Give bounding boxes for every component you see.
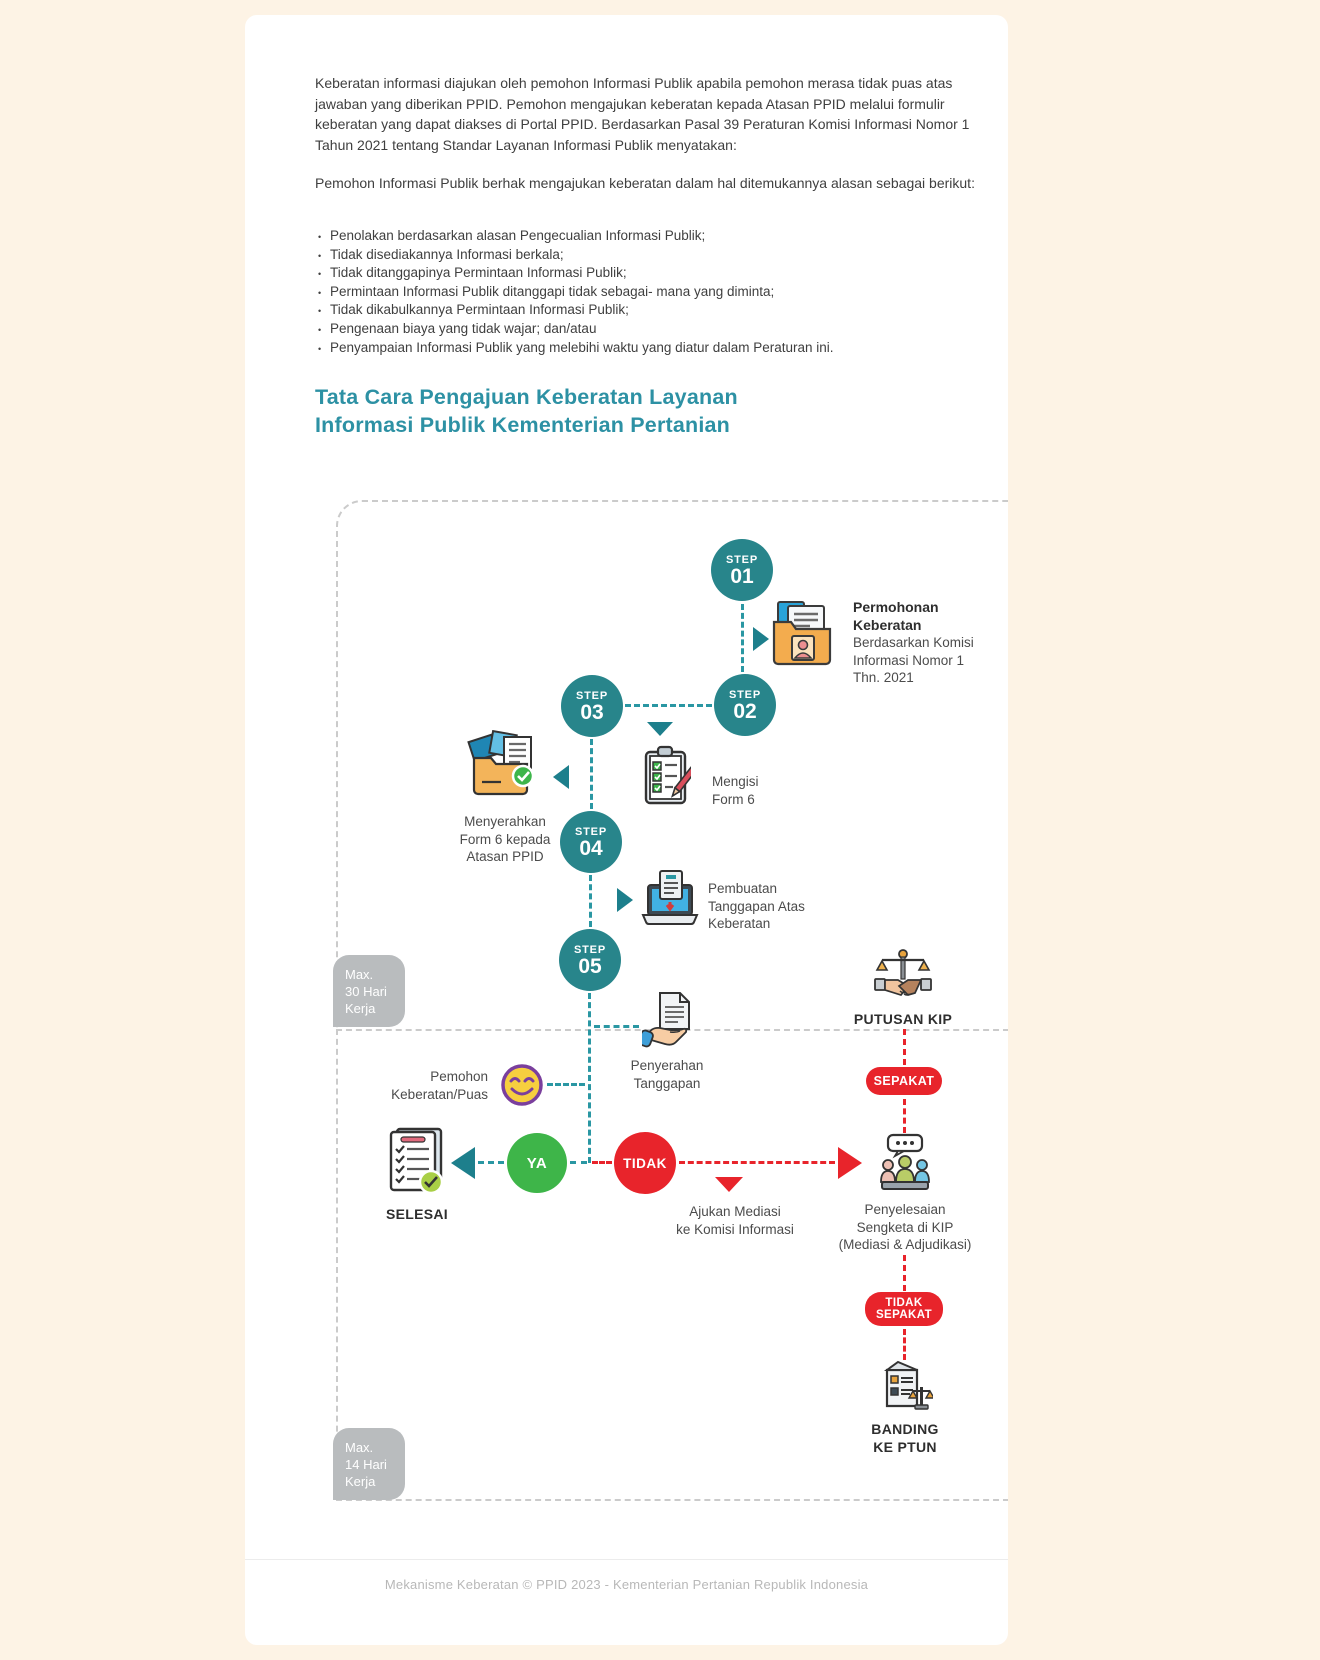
badge-line: 30 Hari — [345, 984, 387, 999]
arrow-left-to-selesai — [451, 1147, 475, 1179]
badge-line: 14 Hari — [345, 1457, 387, 1472]
bullet-item — [316, 246, 996, 265]
step-word: STEP — [726, 553, 758, 566]
bullet-text: Tidak ditanggapinya Permintaan Informasi Publik; — [330, 265, 627, 281]
connector-step3-step2 — [625, 704, 712, 707]
label-line: Form 6 — [712, 791, 755, 807]
step-02-badge — [714, 674, 776, 736]
step-number: 03 — [580, 700, 604, 724]
label-line: ke Komisi Informasi — [676, 1221, 794, 1237]
connector-putusan-sepakat — [903, 1029, 906, 1065]
bullet-text: Tidak dikabulkannya Permintaan Informasi Publik; — [330, 302, 629, 318]
step-number: 05 — [578, 954, 602, 978]
connector-penyelesaian-tidaksepakat — [903, 1255, 906, 1291]
label-line: Keberatan/Puas — [391, 1086, 488, 1102]
label-line: Thn. 2021 — [853, 670, 914, 685]
penyerahan-tanggapan-label — [621, 1057, 713, 1092]
connector-step5-decision — [588, 993, 591, 1163]
label-line: Permohonan — [853, 599, 939, 615]
selesai-checklist-icon — [387, 1127, 447, 1195]
step-03-badge — [561, 675, 623, 737]
form6-clipboard-icon — [643, 745, 691, 807]
tanggapan-laptop-icon — [641, 869, 699, 927]
bullet-text: Permintaan Informasi Publik ditanggapi tidak sebagai- mana yang diminta; — [330, 283, 775, 299]
label-line: BANDING — [871, 1421, 939, 1437]
bullet-text: Penyampaian Informasi Publik yang melebihi waktu yang diatur dalam Peraturan ini. — [330, 339, 834, 355]
step-word: STEP — [576, 689, 608, 702]
connector-smiley-line — [547, 1083, 585, 1086]
arrow-right-to-kip — [838, 1147, 862, 1179]
connector-step3-step4 — [590, 739, 593, 809]
selesai-label: SELESAI — [385, 1206, 448, 1222]
penyerahan-hand-icon — [642, 991, 692, 1049]
page-title-line1: Tata Cara Pengajuan Keberatan Layanan — [315, 385, 738, 409]
bullet-item — [316, 283, 996, 302]
page-title — [315, 383, 915, 439]
connector-step5-penyerahan — [594, 1025, 639, 1028]
connector-ya-selesai — [478, 1161, 504, 1164]
page-title-line2: Informasi Publik Kementerian Pertanian — [315, 413, 731, 437]
smiley-face-icon — [499, 1062, 545, 1108]
connector-junction-tidak — [592, 1161, 612, 1164]
label-line: Ajukan Mediasi — [689, 1204, 781, 1219]
tidak-sepakat-line: SEPAKAT — [875, 1309, 933, 1321]
label-line: Tanggapan — [633, 1075, 701, 1091]
intro-paragraph-2: Pemohon Informasi Publik berhak mengajukan keberatan dalam hal ditemukannya alasan sebagai berikut: — [315, 175, 975, 191]
permohonan-label — [853, 598, 1003, 687]
bullet-item — [316, 264, 996, 283]
connector-step4-step5 — [589, 875, 592, 927]
banding-ptun-icon — [877, 1360, 933, 1412]
bullet-text: Pengenaan biaya yang tidak wajar; dan/atau — [330, 320, 597, 336]
bullet-text: Penolakan berdasarkan alasan Pengecualian Informasi Publik; — [330, 228, 706, 243]
menyerahkan-folder-icon — [457, 730, 553, 802]
badge-line: Kerja — [345, 1474, 376, 1489]
label-line: KE PTUN — [873, 1439, 937, 1455]
content-card — [245, 15, 1008, 1645]
footer-text: Mekanisme Keberatan © PPID 2023 - Kementerian Pertanian Republik Indonesia — [384, 1577, 869, 1592]
connector-tidak-kip — [679, 1161, 835, 1164]
label-line: Mengisi — [712, 774, 759, 789]
permohonan-folder-icon — [772, 598, 834, 670]
label-line: Penyerahan — [630, 1058, 704, 1073]
label-line: Menyerahkan — [464, 814, 546, 829]
ya-decision-badge — [507, 1133, 567, 1193]
step-number: 02 — [733, 699, 757, 723]
ajukan-mediasi-label — [675, 1203, 795, 1238]
banding-ke-ptun-label — [863, 1420, 947, 1456]
pembuatan-tanggapan-label — [708, 880, 838, 933]
intro-paragraph-1: Keberatan informasi diajukan oleh pemohon Informasi Publik apabila pemohon merasa tidak puas atas jawaban yang diberikan PPID. Pemohon mengajukan keberatan kepada Atasan PPID melalui formulir keberatan yang dapat diakses di Portal PPID. Berdasarkan Pasal 39 Peraturan Komisi Informasi Nomor 1 Tahun 2021 tentang Standar Layanan Informasi Publik menyatakan: — [315, 75, 970, 153]
tidak-sepakat-line: TIDAK — [885, 1296, 923, 1309]
label-line: Atasan PPID — [466, 849, 544, 864]
label-line: Form 6 kepada — [459, 831, 551, 847]
step-word: STEP — [574, 943, 606, 956]
bullet-item — [316, 339, 996, 358]
max-30-hari-badge — [333, 955, 405, 1027]
step-word: STEP — [575, 825, 607, 838]
bullet-item — [316, 320, 996, 339]
bullet-item — [316, 301, 996, 320]
label-line: Penyelesaian — [864, 1202, 946, 1217]
label-line: Sengketa di KIP — [856, 1219, 954, 1235]
badge-line: Max. — [345, 967, 374, 982]
putusan-kip-scales-icon — [874, 949, 932, 1005]
arrow-right-to-laptop-icon — [617, 888, 633, 912]
arrow-down-to-form6-icon — [647, 722, 673, 736]
bullet-text: Tidak disediakannya Informasi berkala; — [330, 246, 564, 262]
mengisi-form6-label — [712, 773, 792, 808]
connector-sepakat-meeting — [903, 1099, 906, 1133]
connector-junction-ya — [570, 1161, 587, 1164]
tidak-label: TIDAK — [623, 1155, 667, 1171]
label-line: Berdasarkan Komisi — [853, 635, 974, 650]
putusan-kip-label: PUTUSAN KIP — [853, 1011, 953, 1027]
bullet-item — [316, 227, 996, 246]
step-01-badge — [711, 539, 773, 601]
label-line: Pembuatan — [708, 881, 778, 896]
mediasi-meeting-icon — [876, 1133, 934, 1193]
tidak-sepakat-badge — [865, 1292, 943, 1326]
label-line: Pemohon — [430, 1069, 488, 1084]
footer-divider — [245, 1559, 1008, 1560]
sepakat-label: SEPAKAT — [873, 1074, 935, 1088]
connector-tidaksepakat-banding — [903, 1329, 906, 1360]
step-05-badge — [559, 929, 621, 991]
step-number: 04 — [579, 836, 603, 860]
ya-label: YA — [526, 1154, 548, 1172]
label-line: (Mediasi & Adjudikasi) — [838, 1237, 972, 1252]
arrow-left-to-menyerahkan-icon — [553, 765, 569, 789]
tidak-decision-badge — [614, 1132, 676, 1194]
step-word: STEP — [729, 688, 761, 701]
sepakat-badge — [866, 1067, 942, 1095]
menyerahkan-form6-label — [440, 813, 570, 866]
arrow-down-mediasi — [715, 1177, 743, 1192]
pemohon-puas-label — [373, 1068, 488, 1103]
max-14-hari-badge — [333, 1428, 405, 1500]
reason-bullet-list — [316, 227, 996, 357]
step-number: 01 — [730, 564, 754, 588]
label-line: Keberatan — [853, 617, 922, 633]
penyelesaian-sengketa-label — [820, 1201, 990, 1254]
connector-step1-step2 — [741, 604, 744, 672]
arrow-right-to-permohonan-icon — [753, 627, 769, 651]
label-line: Tanggapan Atas — [708, 898, 805, 914]
badge-line: Kerja — [345, 1001, 376, 1016]
label-line: Keberatan — [708, 916, 771, 931]
badge-line: Max. — [345, 1440, 374, 1455]
label-line: Informasi Nomor 1 — [853, 652, 965, 668]
